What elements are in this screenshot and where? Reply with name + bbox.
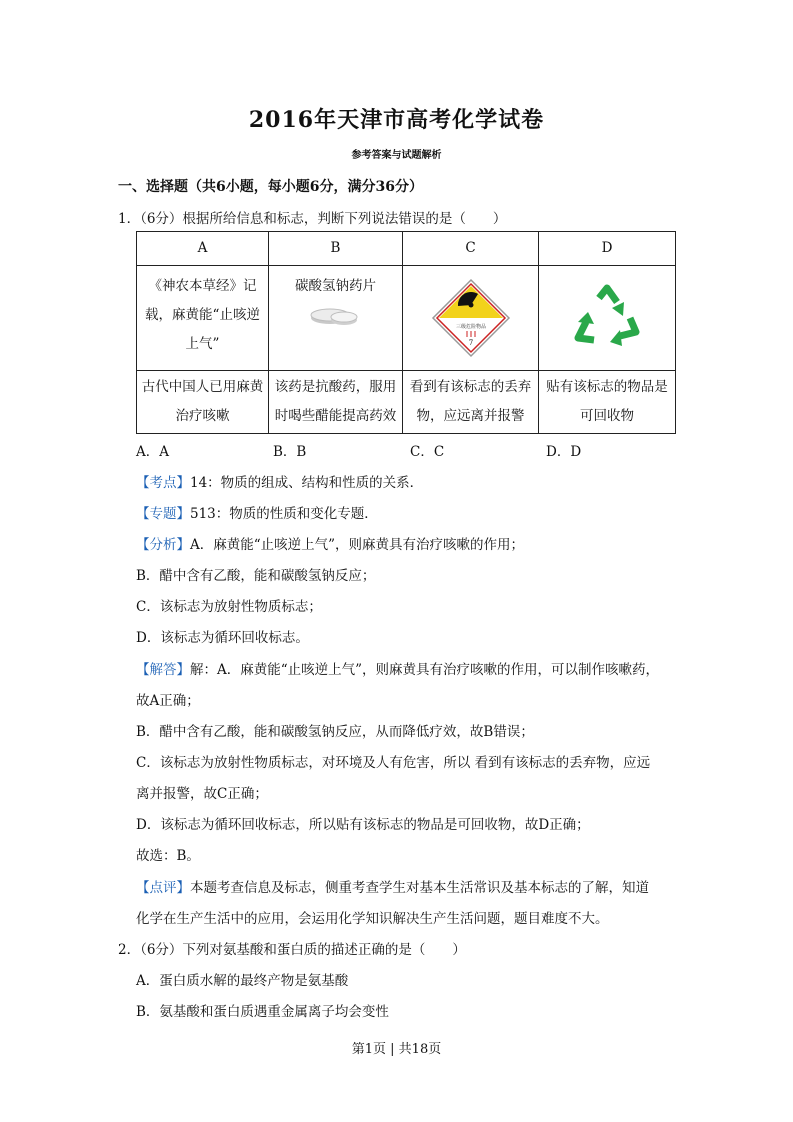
- question-2-option-a: A．蛋白质水解的最终产物是氨基酸: [136, 973, 349, 989]
- fenxi-text-0: A．麻黄能“止咳逆上气”，则麻黄具有治疗咳嗽的作用；: [190, 537, 525, 553]
- table-cell-b-statement: 该药是抗酸药，服用时喝些醋能提高药效: [269, 371, 403, 434]
- fenxi-tag: 【分析】: [136, 537, 190, 553]
- jieda-tag: 【解答】: [136, 662, 190, 678]
- radiation-sign-number: 7: [468, 339, 473, 347]
- radiation-sign-text: 三级危险物品: [455, 324, 486, 330]
- question-2-option-b: B．氨基酸和蛋白质遇重金属离子均会变性: [136, 1004, 389, 1020]
- dianping-text-0: 本题考查信息及标志，侧重考查学生对基本生活常识及基本标志的了解，知道: [190, 880, 649, 896]
- jieda-text-5: D．该标志为循环回收标志，所以贴有该标志的物品是可回收物，故D正确；: [136, 817, 590, 833]
- zhuanti-tag: 【专题】: [136, 506, 190, 522]
- option-a: A．A: [136, 444, 169, 460]
- jieda-line: [136, 658, 659, 678]
- zhuanti-text: 513：物质的性质和变化专题．: [190, 506, 378, 522]
- option-d: D．D: [546, 444, 582, 460]
- table-header-d: D: [539, 232, 676, 266]
- kaodian-tag: 【考点】: [136, 475, 190, 491]
- tablet-pills-image: [306, 301, 366, 331]
- question-1-stem: 1．（6分）根据所给信息和标志，判断下列说法错误的是（ ）: [118, 211, 507, 227]
- page-title: 2016年天津市高考化学试卷: [248, 107, 545, 133]
- table-cell-a-statement: 古代中国人已用麻黄治疗咳嗽: [137, 371, 269, 434]
- fenxi-text-2: C．该标志为放射性物质标志；: [136, 599, 322, 615]
- cell-b-text: 碳酸氢钠药片: [295, 278, 376, 294]
- dianping-line: [136, 876, 649, 896]
- jieda-text-0: 解：A．麻黄能“止咳逆上气”，则麻黄具有治疗咳嗽的作用，可以制作咳嗽药，: [190, 662, 660, 678]
- table-header-c: C: [403, 232, 539, 266]
- table-cell-d-info: [539, 266, 676, 371]
- kaodian-text: 14：物质的组成、结构和性质的关系．: [190, 475, 424, 491]
- jieda-text-4: 离并报警，故C正确；: [136, 786, 268, 802]
- option-b: B．B: [273, 444, 307, 460]
- radiation-hazard-icon: [431, 278, 511, 358]
- fenxi-text-3: D．该标志为循环回收标志。: [136, 630, 309, 646]
- question-1-table: [136, 231, 676, 434]
- cell-a-text: 《神农本草经》记载，麻黄能“止咳逆上气”: [145, 278, 260, 352]
- table-cell-d-statement: 贴有该标志的物品是可回收物: [539, 371, 676, 434]
- section-heading: 一、选择题（共6小题，每小题6分，满分36分）: [118, 179, 423, 195]
- table-cell-c-info: [403, 266, 539, 371]
- table-header-b: B: [269, 232, 403, 266]
- fenxi-text-1: B．醋中含有乙酸，能和碳酸氢钠反应；: [136, 568, 376, 584]
- option-c: C．C: [410, 444, 445, 460]
- recycle-icon: [572, 284, 642, 350]
- jieda-text-3: C．该标志为放射性物质标志，对环境及人有危害，所以 看到有该标志的丢弃物，应远: [136, 755, 651, 771]
- dianping-text-1: 化学在生产生活中的应用，会运用化学知识解决生产生活问题，题目难度不大。: [136, 911, 609, 927]
- page-subtitle: 参考答案与试题解析: [351, 150, 442, 161]
- page-footer: 第1页 | 共18页: [351, 1042, 442, 1057]
- question-2-stem: 2．（6分）下列对氨基酸和蛋白质的描述正确的是（ ）: [118, 942, 466, 958]
- jieda-text-1: 故A正确；: [136, 693, 200, 709]
- dianping-tag: 【点评】: [136, 880, 190, 896]
- fenxi-line: [136, 533, 524, 553]
- jieda-text-2: B．醋中含有乙酸，能和碳酸氢钠反应，从而降低疗效，故B错误；: [136, 724, 534, 740]
- table-cell-a-info: [137, 266, 269, 371]
- kaodian-line: [136, 471, 423, 491]
- table-cell-c-statement: 看到有该标志的丢弃物，应远离并报警: [403, 371, 539, 434]
- table-header-a: A: [137, 232, 269, 266]
- table-cell-b-info: [269, 266, 403, 371]
- zhuanti-line: [136, 502, 378, 522]
- jieda-text-6: 故选：B。: [136, 848, 200, 864]
